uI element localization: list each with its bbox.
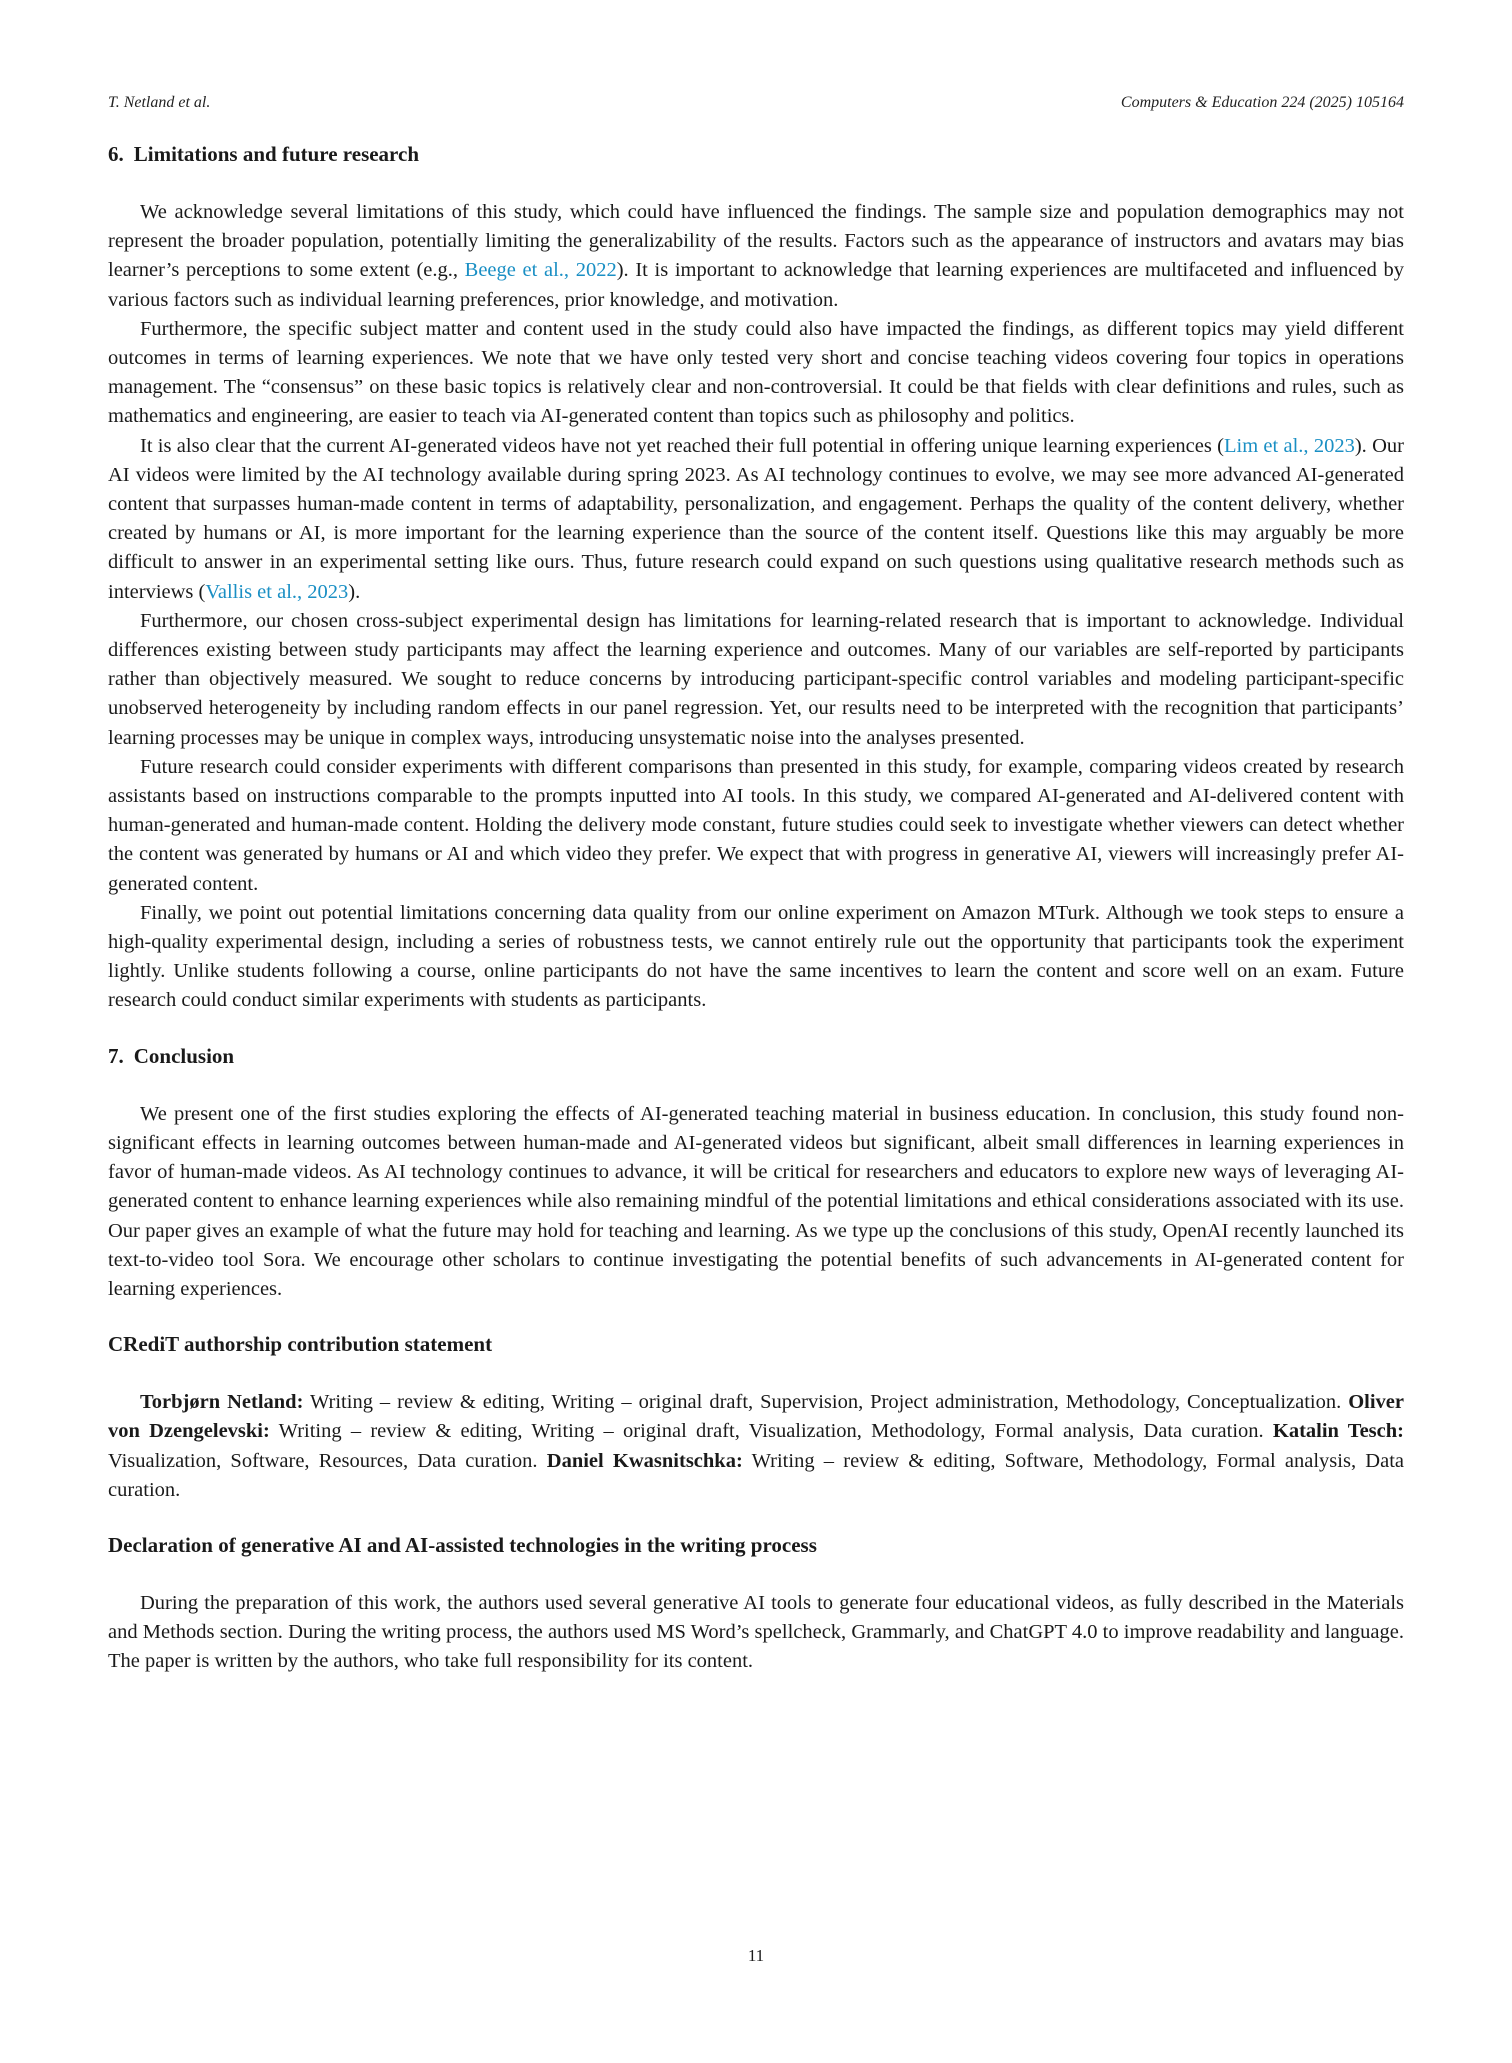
paragraph-text: We acknowledge several limitations of this study, which could have influenced the findings. The sample size and population demographics may not represent the broader population, potentially limiting the generalizability of the results. Factors such as the appearance of instructors and avatars may bias learner’s perceptions to some extent (e.g., [108,201,1404,282]
section-number: 6. [108,142,124,166]
paragraph-text: ). It is important to acknowledge that learning experiences are multifaceted and influenced by various factors such as individual learning preferences, prior knowledge, and motivation. [108,259,1404,311]
paragraph: Furthermore, the specific subject matter and content used in the study could also have impacted the findings, as different topics may yield different outcomes in terms of learning experiences. We note that we have only tested very short and concise teaching videos covering four topics in operations management. The “consensus” on these basic topics is relatively clear and non-controversial. It could be that fields with clear definitions and rules, such as mathematics and engineering, are easier to teach via AI-generated content than topics such as philosophy and politics. [108,317,1404,428]
author-name: Oliver von Dzengelevski: [108,1391,1404,1443]
section-title: Limitations and future research [133,142,420,166]
citation-link[interactable]: Beege et al., 2022 [464,259,617,282]
author-roles: Writing – review & editing, Software, Methodology, Formal analysis, Data curation. [108,1449,1404,1501]
paragraph: We present one of the first studies exploring the effects of AI-generated teaching material in business education. In conclusion, this study found non-significant effects in learning outcomes between human-made and AI-generated videos but significant, albeit small differences in learning experiences in favor of human-made videos. As AI technology continues to advance, it will be critical for researchers and educators to explore new ways of leveraging AI-generated content to enhance learning experiences while also remaining mindful of the potential limitations and ethical considerations associated with its use. Our paper gives an example of what the future may hold for teaching and learning. As we type up the conclusions of this study, OpenAI recently launched its text-to-video tool Sora. We encourage other scholars to continue investigating the potential benefits of such advancements in AI-generated content for learning experiences. [108,1102,1404,1300]
article-body [108,140,1404,1703]
header-journal: Computers & Education 224 (2025) 105164 [1120,94,1404,111]
author-roles: Visualization, Software, Resources, Data curation. [108,1449,547,1472]
author-name: Daniel Kwasnitschka: [546,1449,743,1472]
section-limitations [108,140,1404,1016]
section-conclusion [108,1042,1404,1304]
paragraph: During the preparation of this work, the authors used several generative AI tools to generate four educational videos, as fully described in the Materials and Methods section. During the writing process, the authors used MS Word’s spellcheck, Grammarly, and ChatGPT 4.0 to improve readability and language. The paper is written by the authors, who take full responsibility for its content. [108,1591,1404,1673]
author-roles: Writing – review & editing, Writing – original draft, Supervision, Project administration, Methodology, Conceptualization. [303,1391,1349,1414]
paragraph: Finally, we point out potential limitations concerning data quality from our online experiment on Amazon MTurk. Although we took steps to ensure a high-quality experimental design, including a series of robustness tests, we cannot entirely rule out the opportunity that participants took the experiment lightly. Unlike students following a course, online participants do not have the same incentives to learn the content and score well on an exam. Future research could conduct similar experiments with students as participants. [108,901,1404,1012]
running-header [108,94,1404,112]
paragraph: Future research could consider experiments with different comparisons than presented in this study, for example, comparing videos created by research assistants based on instructions comparable to the prompts inputted into AI tools. In this study, we compared AI-generated and AI-delivered content with human-generated and human-made content. Holding the delivery mode constant, future studies could seek to investigate whether viewers can detect whether the content was generated by humans or AI and which video they prefer. We expect that with progress in generative AI, viewers will increasingly prefer AI-generated content. [108,755,1404,895]
section-credit [108,1330,1404,1505]
section-heading-credit: CRediT authorship contribution statement [108,1332,493,1357]
section-heading-limitations [108,140,1404,168]
section-title: Conclusion [133,1043,235,1068]
paragraph [108,1388,1404,1505]
author-name: Katalin Tesch: [1272,1420,1404,1443]
page-number: 11 [747,1946,765,1965]
paragraph-text: It is also clear that the current AI-generated videos have not yet reached their full potential in offering unique learning experiences ( [140,434,1224,457]
paragraph [108,432,1404,607]
section-declaration [108,1531,1404,1677]
paragraph [108,198,1404,315]
header-authors: T. Netland et al. [108,94,211,111]
author-roles: Writing – review & editing, Writing – original draft, Visualization, Methodology, Formal analysis, Data curation. [269,1420,1273,1443]
paragraph-text: ). [348,580,361,603]
section-number: 7. [108,1043,124,1068]
paragraph: Furthermore, our chosen cross-subject experimental design has limitations for learning-related research that is important to acknowledge. Individual differences existing between study participants may affect the learning experience and outcomes. Many of our variables are self-reported by participants rather than objectively measured. We sought to reduce concerns by introducing participant-specific control variables and modeling participant-specific unobserved heterogeneity by including random effects in our panel regression. Yet, our results need to be interpreted with the recognition that participants’ learning processes may be unique in complex ways, introducing unsystematic noise into the analyses presented. [108,609,1404,749]
citation-link[interactable]: Vallis et al., 2023 [205,580,349,603]
section-heading-conclusion [108,1042,1404,1070]
citation-link[interactable]: Lim et al., 2023 [1223,434,1355,457]
paragraph-text: ). Our AI videos were limited by the AI technology available during spring 2023. As AI technology continues to evolve, we may see more advanced AI-generated content that surpasses human-made content in terms of adaptability, personalization, and engagement. Perhaps the quality of the content delivery, whether created by humans or AI, is more important for the learning experience than the source of the content itself. Questions like this may arguably be more difficult to answer in an experimental setting like ours. Thus, future research could expand on such questions using qualitative research methods such as interviews ( [108,434,1404,603]
section-heading-declaration: Declaration of generative AI and AI-assisted technologies in the writing process [108,1532,817,1557]
author-name: Torbjørn Netland: [140,1391,304,1414]
